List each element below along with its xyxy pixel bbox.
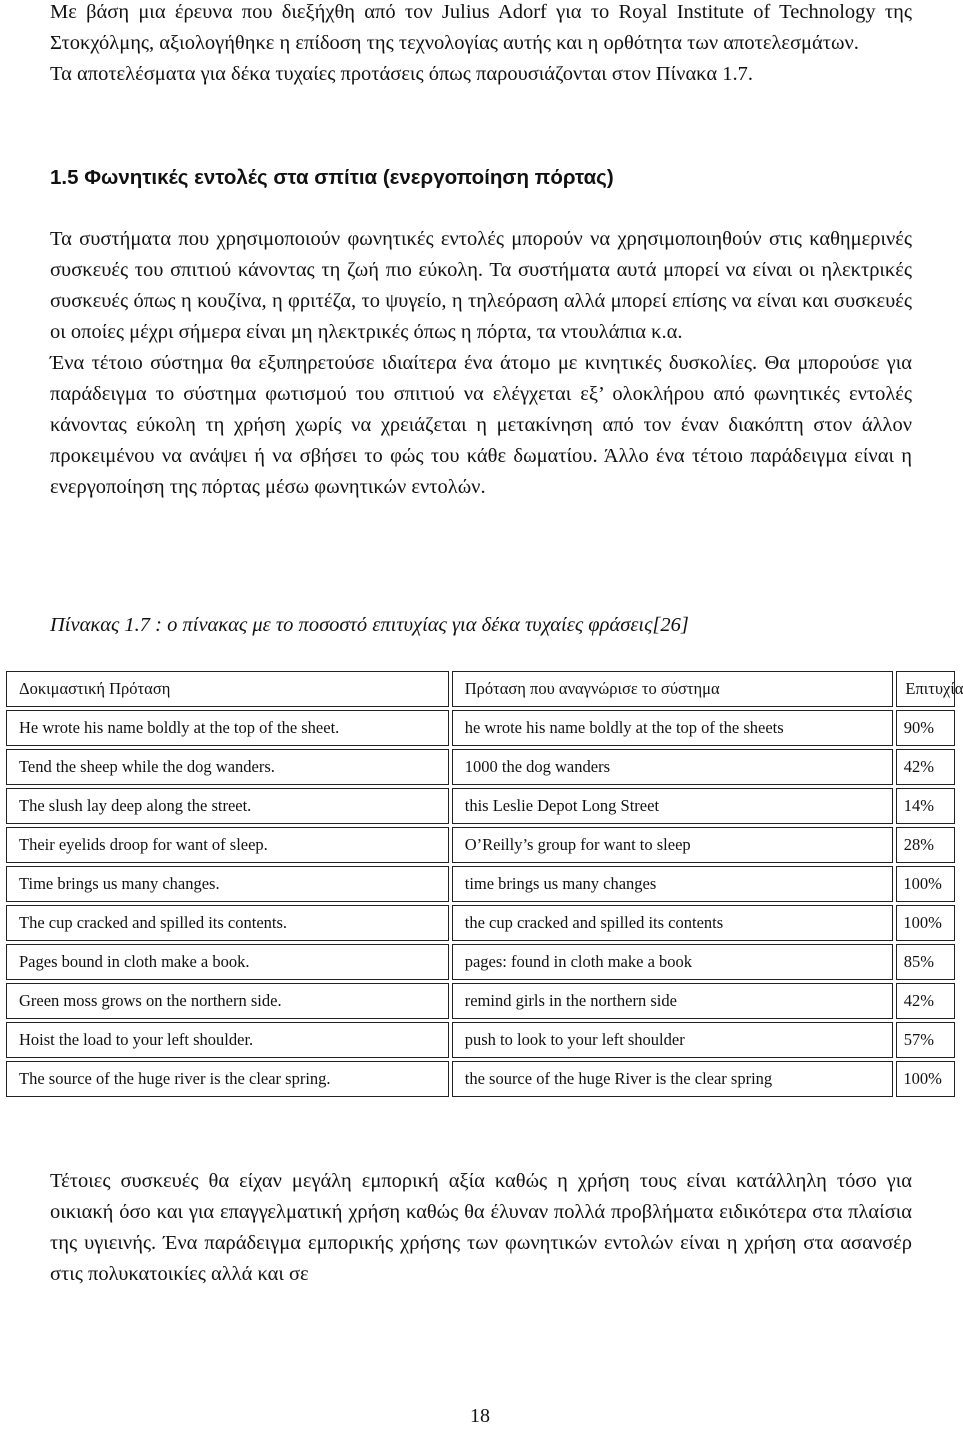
table-row: [6, 866, 955, 902]
success-cell: 100%: [896, 866, 955, 902]
table-row: [6, 1061, 955, 1097]
test-sentence-cell: Hoist the load to your left shoulder.: [6, 1022, 449, 1058]
recognized-sentence-cell: time brings us many changes: [452, 866, 894, 902]
section-heading: 1.5 Φωνητικές εντολές στα σπίτια (ενεργοποίηση πόρτας): [50, 166, 614, 189]
success-cell: 57%: [896, 1022, 955, 1058]
success-cell: 85%: [896, 944, 955, 980]
success-cell: 100%: [896, 1061, 955, 1097]
closing-paragraph: Τέτοιες συσκευές θα είχαν μεγάλη εμπορική αξία καθώς η χρήση τους είναι κατάλληλη τόσο για οικιακή όσο και για επαγγελματική χρήση καθώς θα έλυναν πολλά προβλήματα ειδικότερα στα πλαίσια της υγιεινής. Ένα παράδειγμα εμπορικής χρήσης των φωνητικών εντολών είναι η χρήση στα ασανσέρ στις πολυκατοικίες αλλά και σε: [50, 1170, 912, 1285]
test-sentence-cell: The source of the huge river is the clear spring.: [6, 1061, 449, 1097]
success-cell: 90%: [896, 710, 955, 746]
table-row: [6, 749, 955, 785]
recognized-sentence-cell: he wrote his name boldly at the top of the sheets: [452, 710, 894, 746]
test-sentence-cell: Their eyelids droop for want of sleep.: [6, 827, 449, 863]
section-paragraph-1: Τα συστήματα που χρησιμοποιούν φωνητικές εντολές μπορούν να χρησιμοποιηθούν στις καθημερινές συσκευές του σπιτιού κάνοντας τη ζωή πιο εύκολη. Τα συστήματα αυτά μπορεί να είναι οι ηλεκτρικές συσκευές όπως η κουζίνα, η φριτέζα, το ψυγείο, η τηλεόραση αλλά μπορεί επίσης να είναι και συσκευές οι οποίες μέχρι σήμερα είναι μη ηλεκτρικές όπως η πόρτα, τα ντουλάπια κ.α.: [50, 228, 912, 343]
table-caption: Πίνακας 1.7 : ο πίνακας με το ποσοστό επιτυχίας για δέκα τυχαίες φράσεις[26]: [50, 614, 689, 636]
test-sentence-cell: The slush lay deep along the street.: [6, 788, 449, 824]
test-sentence-cell: Tend the sheep while the dog wanders.: [6, 749, 449, 785]
success-cell: 42%: [896, 983, 955, 1019]
header-recognized-sentence: Πρόταση που αναγνώρισε το σύστημα: [452, 671, 894, 707]
table-row: [6, 827, 955, 863]
recognized-sentence-cell: this Leslie Depot Long Street: [452, 788, 894, 824]
section-paragraph-2: Ένα τέτοιο σύστημα θα εξυπηρετούσε ιδιαίτερα ένα άτομο με κινητικές δυσκολίες. Θα μπορούσε για παράδειγμα το σύστημα φωτισμού του σπιτιού να ελέγχεται εξ’ ολοκλήρου από φωνητικές εντολές κάνοντας εύκολη τη χρήση χωρίς να χρειάζεται η μετακίνηση από τον έναν διακόπτη στον άλλον προκειμένου να ανάψει ή να σβήσει το φώς του κάθε δωματίου. Άλλο ένα τέτοιο παράδειγμα είναι η ενεργοποίηση της πόρτας μέσω φωνητικών εντολών.: [50, 352, 912, 498]
recognized-sentence-cell: 1000 the dog wanders: [452, 749, 894, 785]
test-sentence-cell: Green moss grows on the northern side.: [6, 983, 449, 1019]
success-cell: 28%: [896, 827, 955, 863]
test-sentence-cell: Time brings us many changes.: [6, 866, 449, 902]
table-row: [6, 710, 955, 746]
table-row: [6, 944, 955, 980]
success-cell: 14%: [896, 788, 955, 824]
test-sentence-cell: He wrote his name boldly at the top of the sheet.: [6, 710, 449, 746]
recognized-sentence-cell: remind girls in the northern side: [452, 983, 894, 1019]
success-cell: 42%: [896, 749, 955, 785]
recognized-sentence-cell: O’Reilly’s group for want to sleep: [452, 827, 894, 863]
test-sentence-cell: Pages bound in cloth make a book.: [6, 944, 449, 980]
intro-text: Με βάση μια έρευνα που διεξήχθη από τον Julius Adorf για το Royal Institute of Technology της Στοκχόλμης, αξιολογήθηκε η επίδοση της τεχνολογίας αυτής και η ορθότητα των αποτελεσμάτων.: [50, 1, 912, 54]
table-row: [6, 983, 955, 1019]
section-body: [50, 224, 912, 503]
header-success: Επιτυχία: [896, 671, 955, 707]
recognized-sentence-cell: pages: found in cloth make a book: [452, 944, 894, 980]
page-number: 18: [470, 1405, 490, 1427]
table-row: [6, 905, 955, 941]
intro-text-2: Τα αποτελέσματα για δέκα τυχαίες προτάσεις όπως παρουσιάζονται στον Πίνακα 1.7.: [50, 63, 753, 85]
table-row: [6, 788, 955, 824]
results-table: [3, 668, 963, 1100]
table-header-row: [6, 671, 955, 707]
recognized-sentence-cell: the source of the huge River is the clear spring: [452, 1061, 894, 1097]
table-row: [6, 1022, 955, 1058]
recognized-sentence-cell: the cup cracked and spilled its contents: [452, 905, 894, 941]
recognized-sentence-cell: push to look to your left shoulder: [452, 1022, 894, 1058]
intro-paragraph: [50, 0, 912, 90]
success-cell: 100%: [896, 905, 955, 941]
test-sentence-cell: The cup cracked and spilled its contents.: [6, 905, 449, 941]
header-test-sentence: Δοκιμαστική Πρόταση: [6, 671, 449, 707]
